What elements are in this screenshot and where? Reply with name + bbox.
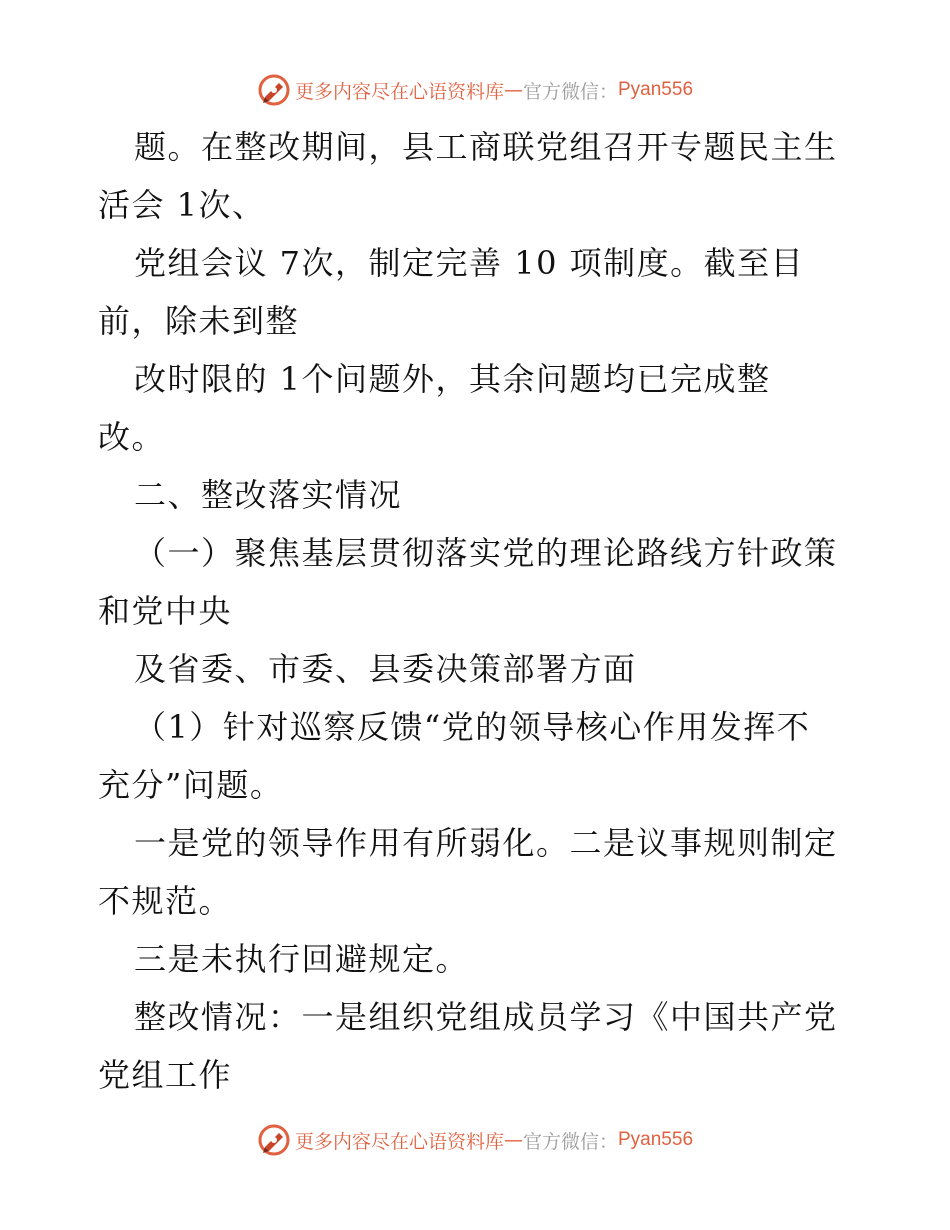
- text-line-3: 党组会议 7次，制定完善 10 项制度。截至目: [134, 244, 805, 282]
- text-line-14: 不规范。: [98, 882, 233, 920]
- footer-watermark: [0, 1120, 950, 1160]
- text-line-2: 活会 1次、: [98, 186, 266, 224]
- text-line-6: 改。: [98, 418, 166, 456]
- text-line-17: 党组工作: [98, 1056, 233, 1094]
- subsection-heading: （一）聚焦基层贯彻落实党的理论路线方针政策: [134, 534, 838, 572]
- watermark-account: Pyan556: [618, 1129, 694, 1150]
- text-line-15: 三是未执行回避规定。: [134, 940, 470, 978]
- text-line-5: 改时限的 1个问题外，其余问题均已完成整: [134, 360, 771, 398]
- text-line-16: 整改情况：一是组织党组成员学习《中国共产党: [134, 998, 838, 1036]
- watermark-separator: —: [503, 79, 523, 101]
- text-line-10: 及省委、市委、县委决策部署方面: [134, 650, 637, 688]
- watermark-brand: 更多内容尽在心语资料库: [294, 80, 504, 103]
- watermark-account: Pyan556: [618, 79, 694, 100]
- watermark-separator: —: [503, 1129, 523, 1151]
- pen-logo-icon: [257, 1123, 291, 1157]
- text-line-4: 前，除未到整: [98, 302, 300, 340]
- text-line-13: 一是党的领导作用有所弱化。二是议事规则制定: [134, 824, 838, 862]
- text-line-12: 充分”问题。: [98, 766, 284, 804]
- text-line-9: 和党中央: [98, 592, 233, 630]
- watermark-label: 官方微信：: [522, 80, 618, 103]
- pen-logo-icon: [257, 73, 291, 107]
- watermark-label: 官方微信：: [522, 1130, 618, 1153]
- watermark-brand: 更多内容尽在心语资料库: [294, 1130, 504, 1153]
- header-watermark: [0, 70, 950, 110]
- text-line-1: 题。在整改期间，县工商联党组召开专题民主生: [134, 128, 838, 166]
- section-heading: 二、整改落实情况: [134, 476, 403, 514]
- item-heading: （1）针对巡察反馈“党的领导核心作用发挥不: [134, 708, 811, 746]
- document-body: [98, 118, 858, 1104]
